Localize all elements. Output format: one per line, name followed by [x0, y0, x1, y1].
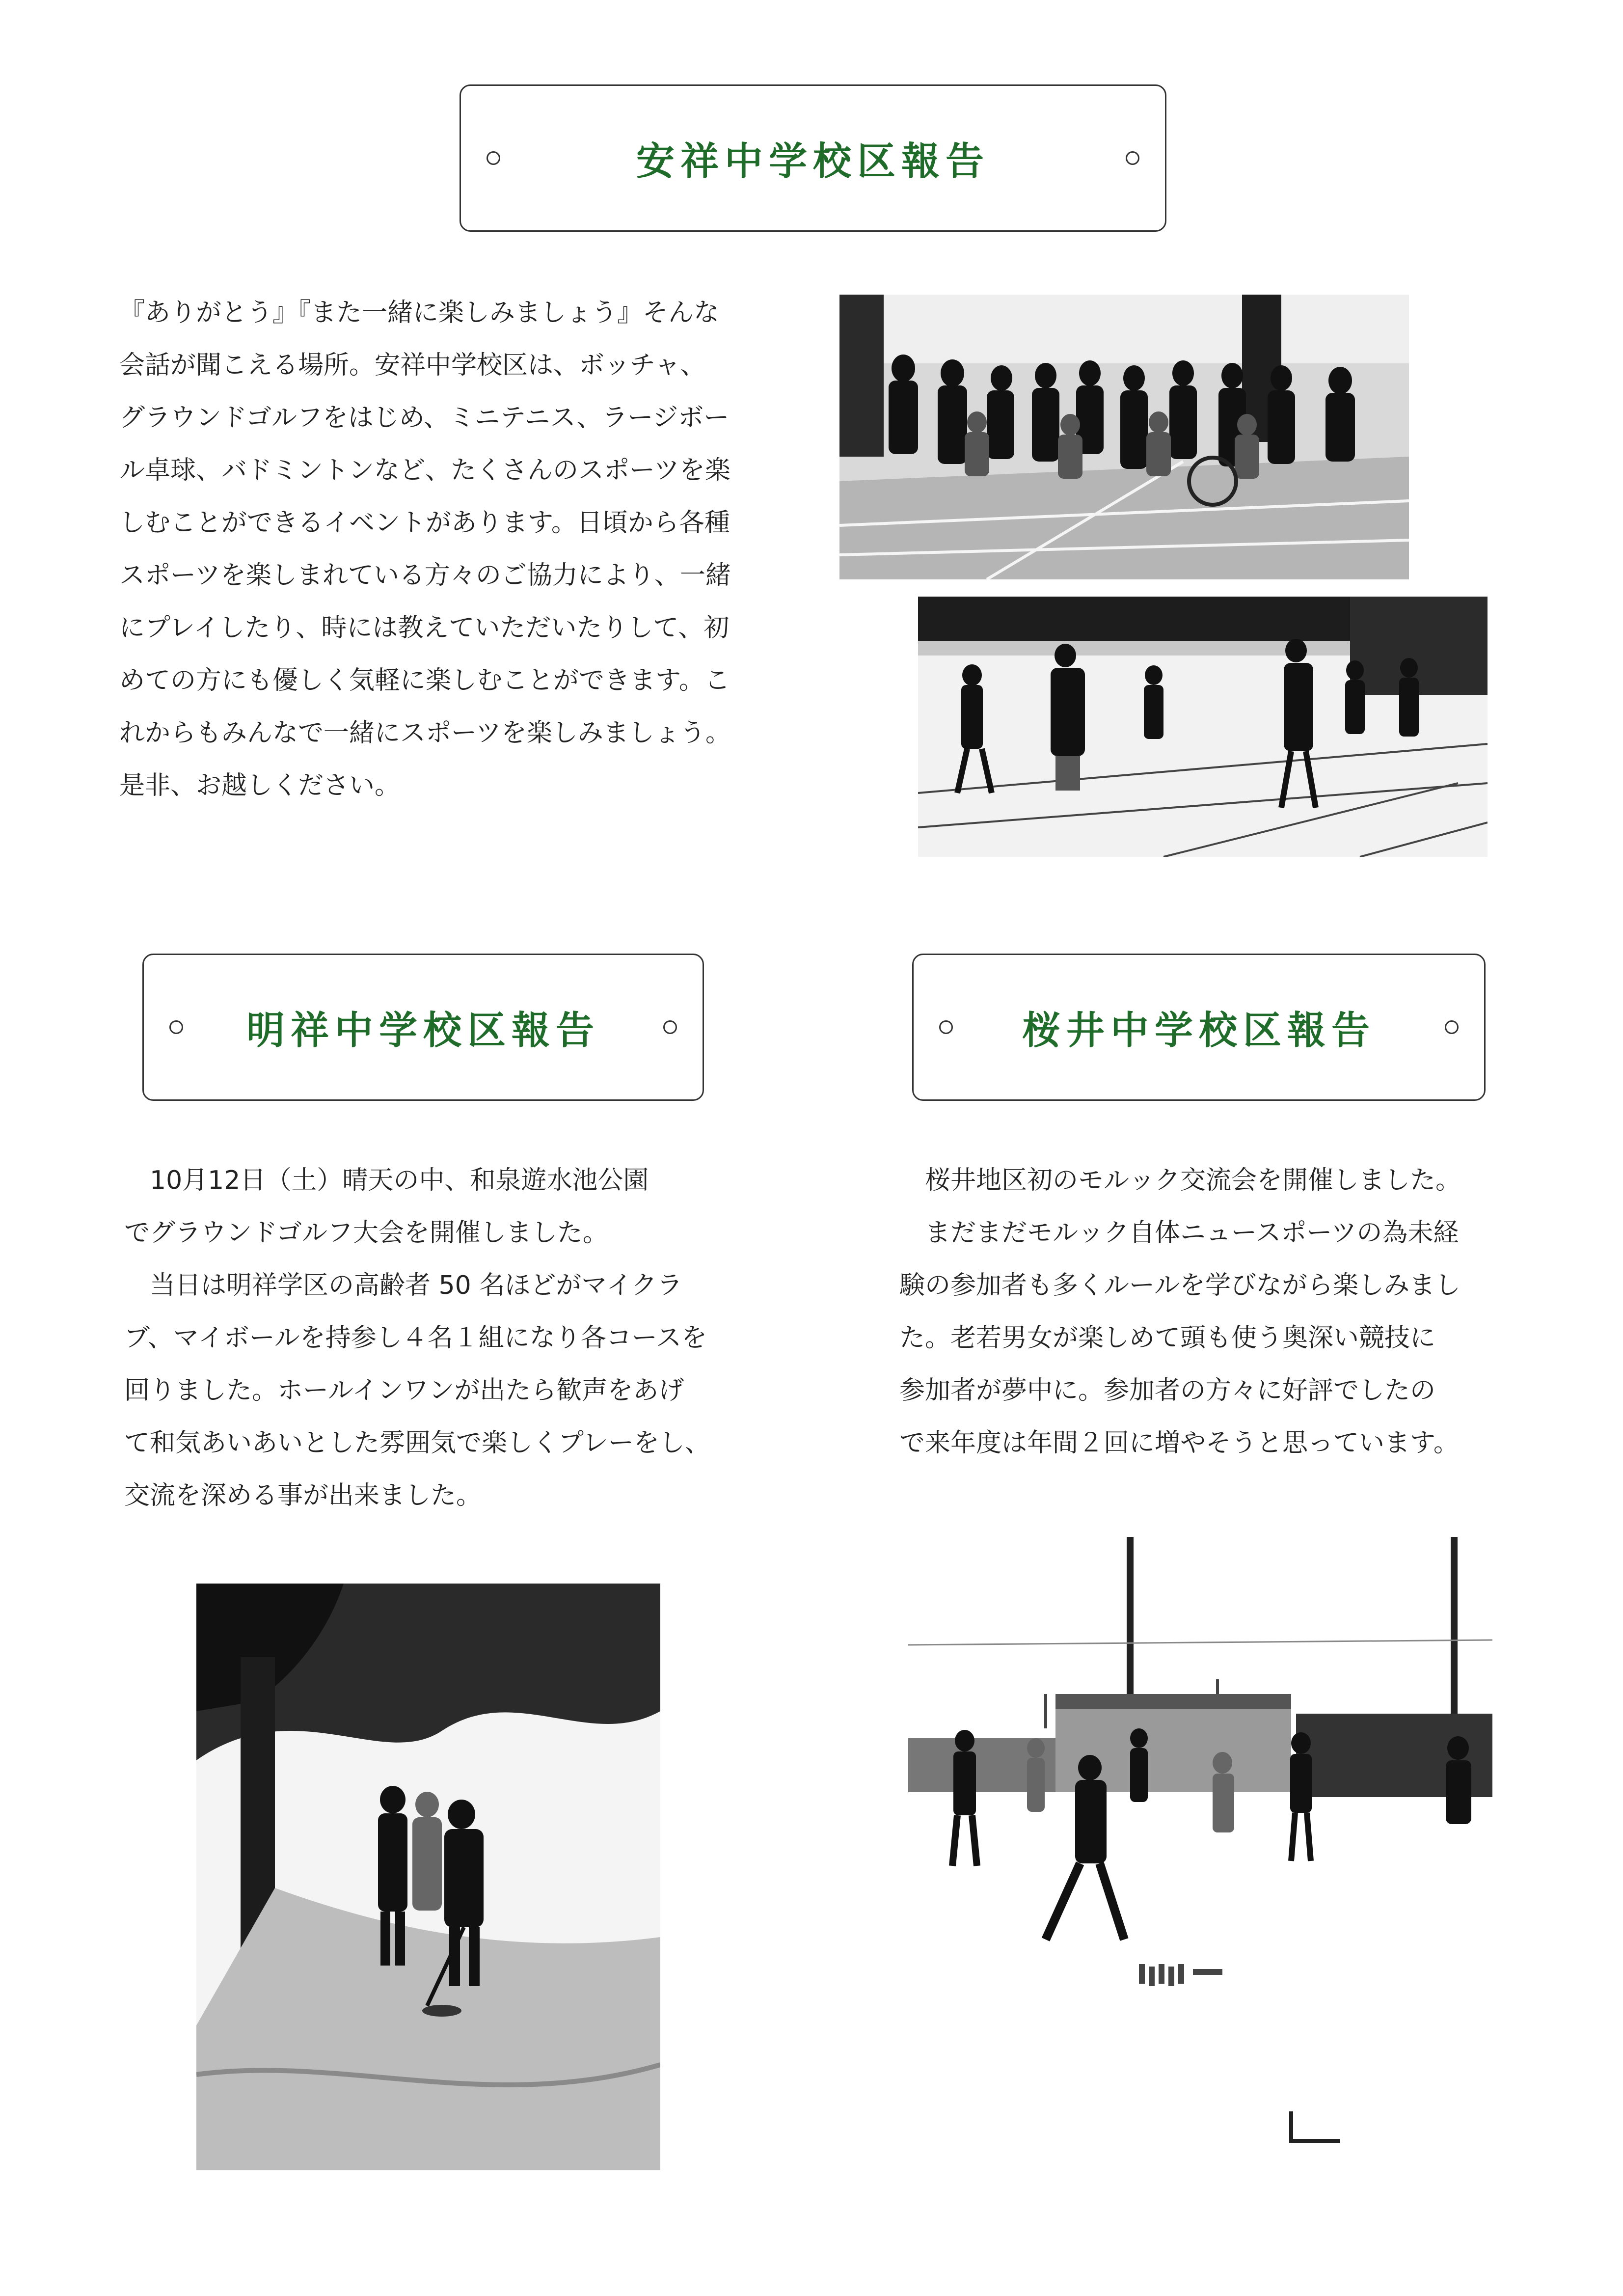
text-line: 験の参加者も多くルールを学びながら楽しみまし — [899, 1271, 1461, 1300]
photo-ground-golf — [196, 1584, 660, 2170]
section-text-meisho — [124, 1154, 772, 1522]
text-line: 参加者が夢中に。参加者の方々に好評でしたの — [899, 1376, 1436, 1405]
text-line: れからもみんなで一緒にスポーツを楽しみましょう。 — [119, 718, 731, 748]
text-line: まだまだモルック自体ニュースポーツの為未経 — [899, 1218, 1459, 1248]
text-line: 会話が聞こえる場所。安祥中学校区は、ボッチャ、 — [119, 351, 706, 380]
section-text-sakurai — [899, 1154, 1547, 1470]
text-line: 10月12日（土）晴天の中、和泉遊水池公園 — [124, 1166, 649, 1195]
text-line: ブ、マイボールを持参し４名１組になり各コースを — [124, 1323, 707, 1353]
section-title-box-meisho — [142, 954, 704, 1101]
photo-group-gym — [839, 295, 1409, 579]
text-line: グラウンドゴルフをはじめ、ミニテニス、ラージボー — [119, 403, 730, 433]
photo-molkky — [908, 1532, 1492, 2170]
circle-ornament-icon — [1445, 1020, 1459, 1034]
text-line: 是非、お越しください。 — [119, 771, 401, 800]
section-title-sakurai: 桜井中学校区報告 — [1022, 1009, 1376, 1053]
text-line: でグラウンドゴルフ大会を開催しました。 — [124, 1218, 608, 1248]
text-line: た。老若男女が楽しめて頭も使う奥深い競技に — [899, 1323, 1436, 1353]
section-title-anjo: 安祥中学校区報告 — [636, 139, 990, 184]
circle-ornament-icon — [663, 1020, 677, 1034]
text-line: めての方にも優しく気軽に楽しむことができます。こ — [119, 666, 730, 695]
text-line: 回りました。ホールインワンが出たら歓声をあげ — [124, 1376, 684, 1405]
section-text-anjo — [119, 287, 787, 812]
text-line: で来年度は年間２回に増やそうと思っています。 — [899, 1428, 1459, 1458]
text-line: しむことができるイベントがあります。日頃から各種 — [119, 508, 730, 538]
text-line: スポーツを楽しまれている方々のご協力により、一緒 — [119, 561, 731, 590]
circle-ornament-icon — [1126, 151, 1139, 165]
section-title-box-anjo — [460, 84, 1166, 232]
text-line: 桜井地区初のモルック交流会を開催しました。 — [899, 1166, 1461, 1195]
photo-gym-play — [918, 597, 1488, 857]
text-line: 『ありがとう』『また一緒に楽しみましょう』そんな — [119, 298, 720, 328]
text-line: て和気あいあいとした雰囲気で楽しくプレーをし、 — [124, 1428, 710, 1458]
text-line: にプレイしたり、時には教えていただいたりして、初 — [119, 613, 730, 643]
text-line: 当日は明祥学区の高齢者 50 名ほどがマイクラ — [124, 1271, 683, 1300]
text-line: ル卓球、バドミントンなど、たくさんのスポーツを楽 — [119, 456, 730, 485]
section-title-box-sakurai — [912, 954, 1486, 1101]
text-line: 交流を深める事が出来ました。 — [124, 1481, 482, 1510]
section-title-meisho: 明祥中学校区報告 — [246, 1009, 600, 1053]
